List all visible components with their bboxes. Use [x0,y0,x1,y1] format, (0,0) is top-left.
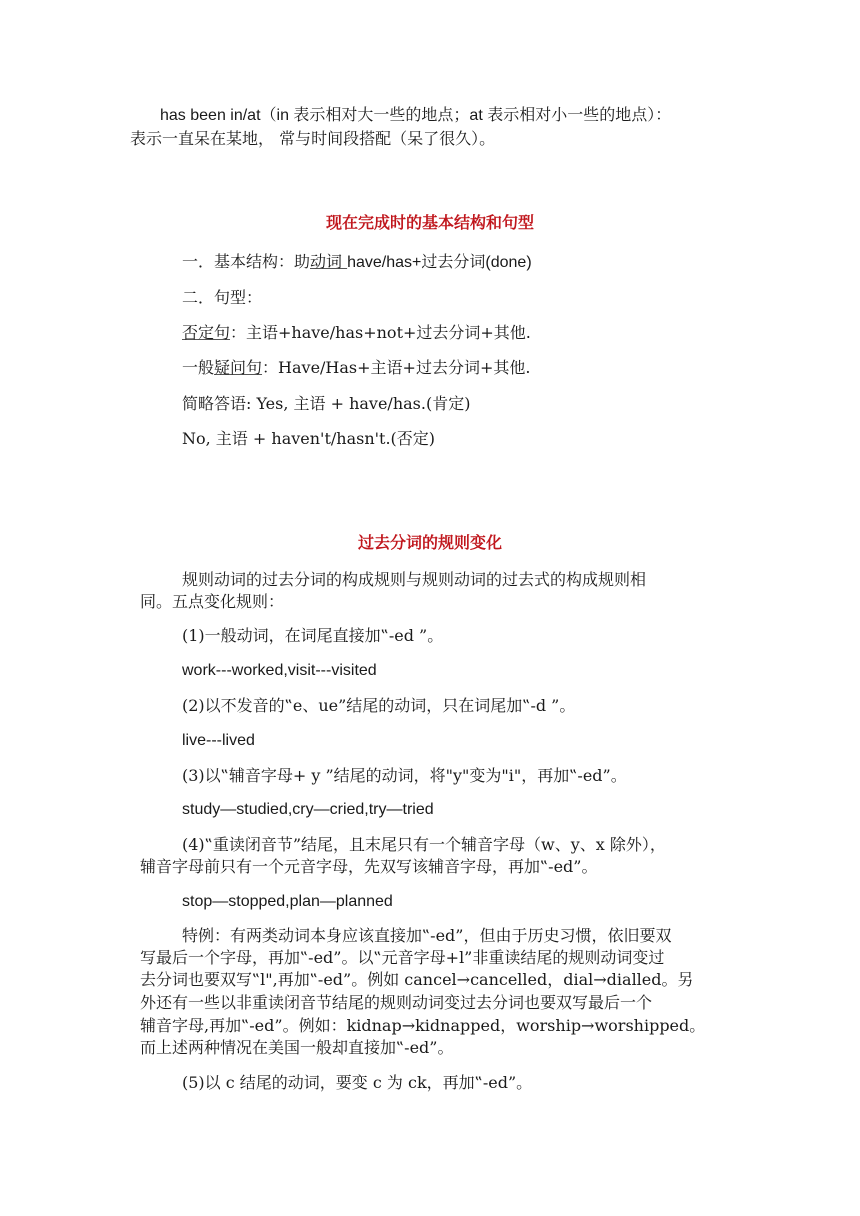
rules-intro-line-2: 同。五点变化规则： [140,592,285,611]
rule-4-line-2: 辅音字母前只有一个元音字母，先双写该辅音字母，再加‟-ed”。 [140,857,598,876]
special-case-line-1: 特例：有两类动词本身应该直接加‟-ed”，但由于历史习惯，依旧要双 [182,926,672,945]
short-answer-yes: 简略答语: Yes, 主语 + have/has.(肯定) [182,394,471,413]
special-case-line-5: 辅音字母,再加‟-ed”。例如：kidnap→kidnapped，worship→worshipped。 [140,1016,706,1035]
example-3: study—studied,cry—cried,try—tried [182,801,434,818]
intro-line-2: 表示一直呆在某地， 常与时间段搭配（呆了很久）。 [130,129,496,148]
question-sentence-formula: ：Have/Has+主语+过去分词+其他. [262,358,531,377]
question-sentence-line [182,358,530,378]
structure-formula: have/has+过去分词(done) [347,254,532,271]
rule-5: (5)以 c 结尾的动词，要变 c 为 ck，再加‟-ed”。 [182,1073,533,1092]
rules-intro-line-1: 规则动词的过去分词的构成规则与规则动词的过去式的构成规则相 [182,570,647,589]
rule-4-line-1: (4)‟重读闭音节”结尾，且末尾只有一个辅音字母（w、y、x 除外）， [182,835,666,854]
short-answer-no: No, 主语 + haven't/hasn't.(否定) [182,429,436,448]
special-case-line-2: 写最后一个字母，再加‟-ed”。以‟元音字母+l”非重读结尾的规则动词变过 [140,948,665,967]
rule-3: (3)以‟辅音字母+ y ”结尾的动词，将"y"变为"i"，再加‟-ed”。 [182,766,627,785]
example-2: live---lived [182,732,255,749]
example-4: stop—stopped,plan—planned [182,893,393,910]
question-prefix: 一般 [182,358,215,377]
question-sentence-link[interactable]: 疑问句 [214,358,263,377]
example-1: work---worked,visit---visited [182,662,377,679]
negative-sentence-formula: ：主语+have/has+not+过去分词+其他. [230,323,531,342]
intro-line-1: has been in/at（in 表示相对大一些的地点；at 表示相对小一些的地点）： [160,107,672,124]
negative-sentence-link[interactable]: 否定句 [182,323,231,342]
structure-line [182,252,532,273]
rule-2: (2)以不发音的‟e、ue”结尾的动词，只在词尾加‟-d ”。 [182,696,576,715]
special-case-line-4: 外还有一些以非重读闭音节结尾的规则动词变过去分词也要双写最后一个 [140,993,653,1012]
structure-prefix: 一．基本结构：助 [182,252,311,271]
sentence-patterns-label: 二．句型： [182,288,263,307]
special-case-line-3: 去分词也要双写‟l",再加‟-ed”。例如 cancel→cancelled，dial→dialled。另 [140,970,694,989]
special-case-line-6: 而上述两种情况在美国一般却直接加‟-ed”。 [140,1038,454,1057]
section-title-past-participle: 过去分词的规则变化 [357,533,502,552]
section-title-present-perfect: 现在完成时的基本结构和句型 [325,213,534,232]
rule-1: (1)一般动词，在词尾直接加‟-ed ”。 [182,626,444,645]
verb-link[interactable]: 动词 [310,252,348,271]
negative-sentence-line [182,323,531,343]
